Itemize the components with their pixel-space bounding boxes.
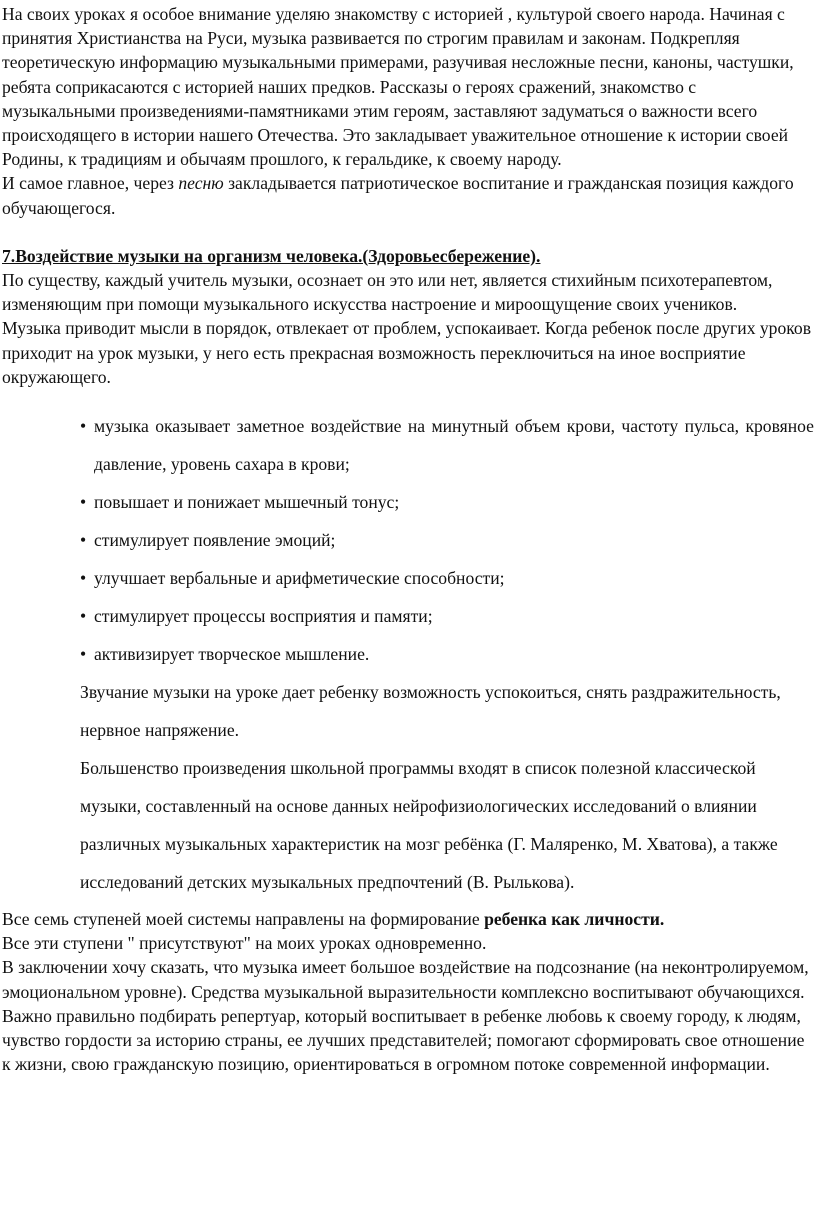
effects-list [2,407,814,673]
list-item [80,635,814,673]
list-item-text: стимулирует процессы восприятия и памяти; [94,606,433,627]
bullet-icon: • [80,606,87,627]
steps-present-paragraph: Все эти ступени " присутствуют" на моих уроках одновременно. [2,933,487,954]
patriotic-text-after: закладывается патриотическое воспитание и гражданская позиция каждого обучающегося. [2,173,794,218]
list-item-text: стимулирует появление эмоций; [94,530,336,551]
bullet-icon: • [80,416,87,437]
list-item [80,407,814,483]
steps-paragraph [2,907,814,931]
steps-bold-text: ребенка как личности. [484,909,665,930]
patriotic-italic-word: песню [178,173,224,194]
document-page [2,2,814,1076]
conclusion-paragraph: В заключении хочу сказать, что музыка имеет большое воздействие на подсознание (на неконтролируемом, эмоциональном уровне). Средства музыкальной выразительности комплексно воспитывают обучающихся. Важно правильно подбирать репертуар, который воспитывает в ребенке любовь к своему городу, к людям, чувство гордости за историю страны, ее лучших представителей; помогают сформировать свое отношение к жизни, свою гражданскую позицию, ориентироваться в огромном потоке современной информации. [2,957,809,1075]
section-heading: 7.Воздействие музыки на организм человека.(Здоровьесбережение). [2,245,541,266]
list-item-text: повышает и понижает мышечный тонус; [94,492,400,513]
psychotherapist-paragraph: По существу, каждый учитель музыки, осознает он это или нет, является стихийным психотерапевтом, изменяющим при помощи музыкального искусства настроение и мироощущение своих учеников. [2,270,773,315]
bullet-icon: • [80,568,87,589]
steps-text: Все семь ступеней моей системы направлены на формирование [2,909,485,930]
list-item [80,597,814,635]
list-item-text: улучшает вербальные и арифметические способности; [94,568,505,589]
intro-paragraph [2,2,814,171]
music-order-paragraph: Музыка приводит мысли в порядок, отвлекает от проблем, успокаивает. Когда ребенок после других уроков приходит на урок музыки, у него есть прекрасная возможность переключиться на иное восприятие окружающего. [2,318,812,387]
program-paragraph: Большенство произведения школьной программы входят в список полезной классической музыки, составленный на основе данных нейрофизиологических исследований о влиянии различных музыкальных характеристик на мозг ребёнка (Г. Маляренко, М. Хватова), а также исследований детских музыкальных предпочтений (В. Рылькова). [80,758,778,893]
bullet-icon: • [80,492,87,513]
list-item [80,483,814,521]
calm-paragraph: Звучание музыки на уроке дает ребенку возможность успокоиться, снять раздражительность, нервное напряжение. [80,682,781,741]
patriotic-paragraph [2,171,814,219]
list-item [80,521,814,559]
list-item [80,559,814,597]
intro-text: На своих уроках я особое внимание уделяю знакомству с историей , культурой своего народа. Начиная с принятия Христианства на Руси, музыка развивается по строгим правилам и законам. Подкрепляя теоретическую информацию музыкальными примерами, разучивая несложные песни, каноны, частушки, ребята соприкасаются с историей наших предков. Рассказы о героях сражений, знакомство с музыкальными произведениями-памятниками этим героям, заставляют задуматься о важности всего происходящего в истории нашего Отечества. Это закладывает уважительное отношение к истории своей Родины, к традициям и обычаям прошлого, к геральдике, к своему народу. [2,4,794,170]
bullet-icon: • [80,644,87,665]
list-item-text: музыка оказывает заметное воздействие на минутный объем крови, частоту пульса, кровяное давление, уровень сахара в крови; [94,416,814,475]
list-item-text: активизирует творческое мышление. [94,644,370,665]
bullet-icon: • [80,530,87,551]
patriotic-text-before: И самое главное, через [2,173,179,194]
